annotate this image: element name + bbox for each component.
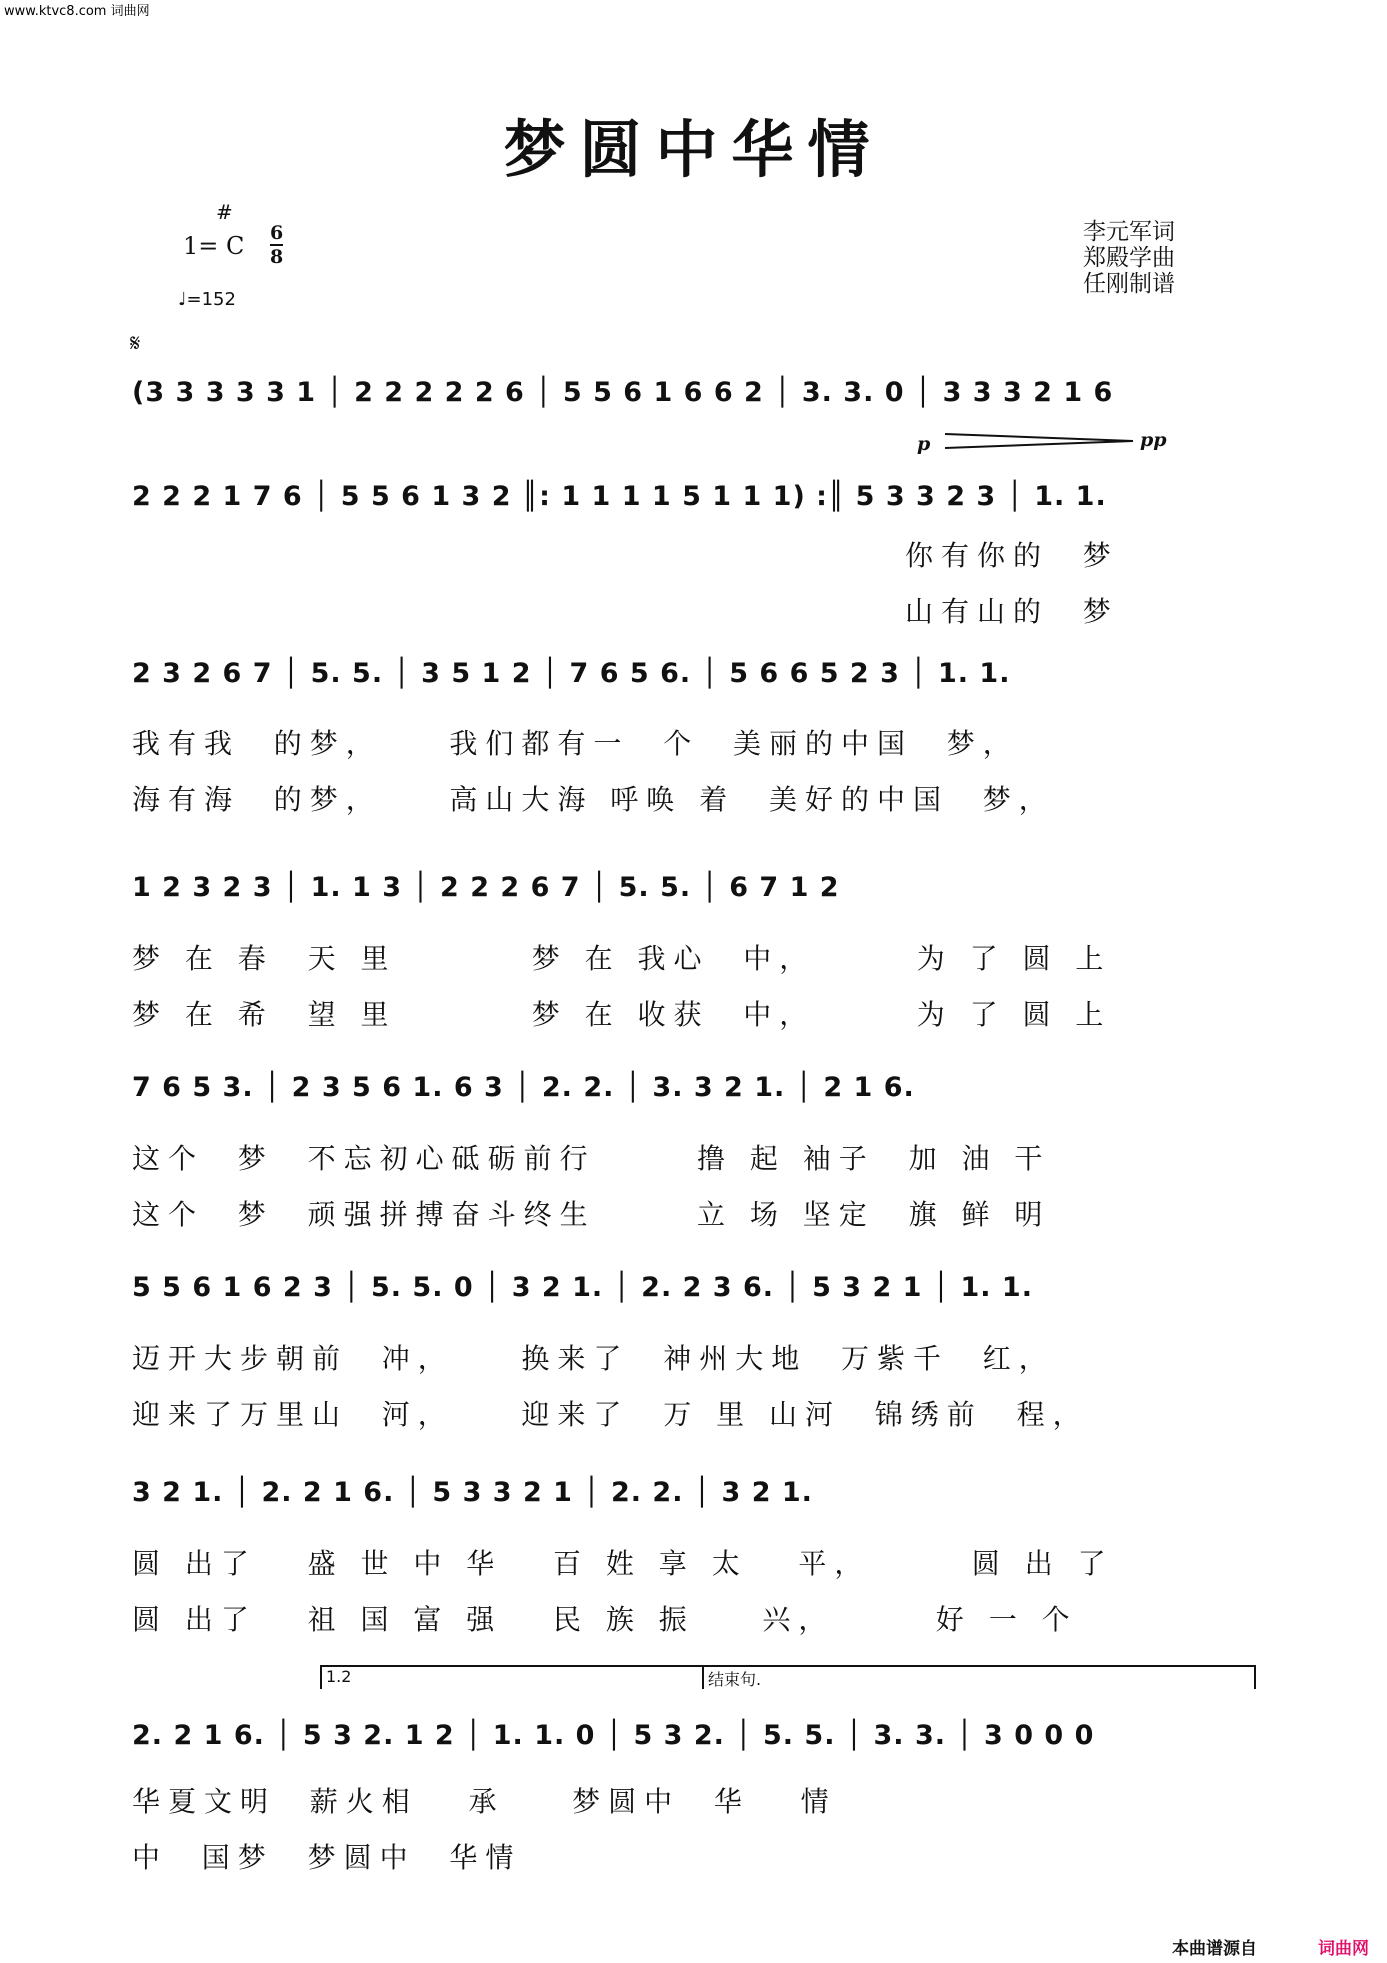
notation-row-6: 5 5 6 1 6 2 3 │ 5. 5. 0 │ 3 2 1. │ 2. 2 3 6. │ 5 3 2 1 │ 1. 1. (132, 1271, 1033, 1303)
lyric-row-2b: 海有海 的梦， 高山大海 呼唤 着 美好的中国 梦， (132, 783, 1055, 816)
volta-final-ending (702, 1665, 1256, 1689)
credits (1083, 219, 1175, 297)
composer: 郑殿学曲 (1083, 245, 1175, 271)
lyric-row-6a: 圆 出了 盛 世 中 华 百 姓 享 太 平， 圆 出 了 (132, 1547, 1114, 1580)
notation-row-8: 2. 2 1 6. │ 5 3 2. 1 2 │ 1. 1. 0 │ 5 3 2. │ 5. 5. │ 3. 3. │ 3 0 0 0 (132, 1719, 1095, 1751)
lyric-row-4b: 这个 梦 顽强拼搏奋斗终生 立 场 坚定 旗 鲜 明 (132, 1198, 1051, 1231)
dynamic-piano: p (917, 433, 931, 455)
key-sharp: # (216, 200, 233, 224)
lyric-row-5a: 迈开大步朝前 冲， 换来了 神州大地 万紫千 红， (132, 1342, 1055, 1375)
volta-first-label: 1.2 (326, 1667, 352, 1686)
notation-row-4: 1 2 3 2 3 │ 1. 1 3 │ 2 2 2 6 7 │ 5. 5. │ 6 7 1 2 (132, 871, 840, 903)
lyric-row-5b: 迎来了万里山 河， 迎来了 万 里 山河 锦绣前 程， (132, 1398, 1089, 1431)
lyric-row-1b: 山有山的 梦 (905, 595, 1119, 628)
lyric-row-3a: 梦 在 春 天 里 梦 在 我心 中， 为 了 圆 上 (132, 942, 1112, 975)
lyric-row-2a: 我有我 的梦， 我们都有一 个 美丽的中国 梦， (132, 727, 1019, 760)
notation-row-5: 7 6 5 3. │ 2 3 5 6 1. 6 3 │ 2. 2. │ 3. 3 2 1. │ 2 1 6. (132, 1071, 915, 1103)
meter-denominator: 8 (270, 246, 284, 268)
lyric-row-6b: 圆 出了 祖 国 富 强 民 族 振 兴， 好 一 个 (132, 1603, 1078, 1636)
time-signature (270, 222, 283, 268)
notation-row-7: 3 2 1. │ 2. 2 1 6. │ 5 3 3 2 1 │ 2. 2. │ 3 2 1. (132, 1476, 813, 1508)
tempo-mark: ♩=152 (178, 289, 236, 310)
notation-row-3: 2 3 2 6 7 │ 5. 5. │ 3 5 1 2 │ 7 6 5 6. │ 5 6 6 5 2 3 │ 1. 1. (132, 657, 1011, 689)
song-title: 梦圆中华情 (503, 113, 884, 186)
notation-row-2: 2 2 2 1 7 6 │ 5 5 6 1 3 2 ║: 1 1 1 1 5 1 1 1) :║ 5 3 3 2 3 │ 1. 1. (132, 480, 1107, 512)
dynamic-pianissimo: pp (1140, 429, 1167, 451)
volta-first-ending (320, 1665, 702, 1689)
key-signature: 1= C (183, 232, 245, 260)
lyric-row-4a: 这个 梦 不忘初心砥砺前行 撸 起 袖子 加 油 干 (132, 1142, 1051, 1175)
decrescendo-hairpin (945, 432, 1135, 450)
volta-final-label: 结束句. (708, 1670, 762, 1689)
notation-row-1: (3 3 3 3 3 1 │ 2 2 2 2 2 6 │ 5 5 6 1 6 6 2 │ 3. 3. 0 │ 3 3 3 2 1 6 (132, 376, 1114, 408)
lyricist: 李元军词 (1083, 219, 1175, 245)
meter-numerator: 6 (270, 222, 284, 244)
footer-logo[interactable]: 词曲网 (1318, 1939, 1369, 1959)
lyric-row-7b: 中 国梦 梦圆中 华情 (132, 1841, 522, 1874)
footer-source-text: 本曲谱源自 (1172, 1939, 1257, 1959)
segno-sign: 𝄋 (130, 329, 141, 357)
lyric-row-3b: 梦 在 希 望 里 梦 在 收获 中， 为 了 圆 上 (132, 998, 1112, 1031)
source-watermark: www.ktvc8.com 词曲网 (4, 4, 150, 19)
transcriber: 任刚制谱 (1083, 271, 1175, 297)
lyric-row-7a: 华夏文明 薪火相 承 梦圆中 华 情 (132, 1785, 837, 1818)
lyric-row-1a: 你有你的 梦 (905, 539, 1119, 572)
